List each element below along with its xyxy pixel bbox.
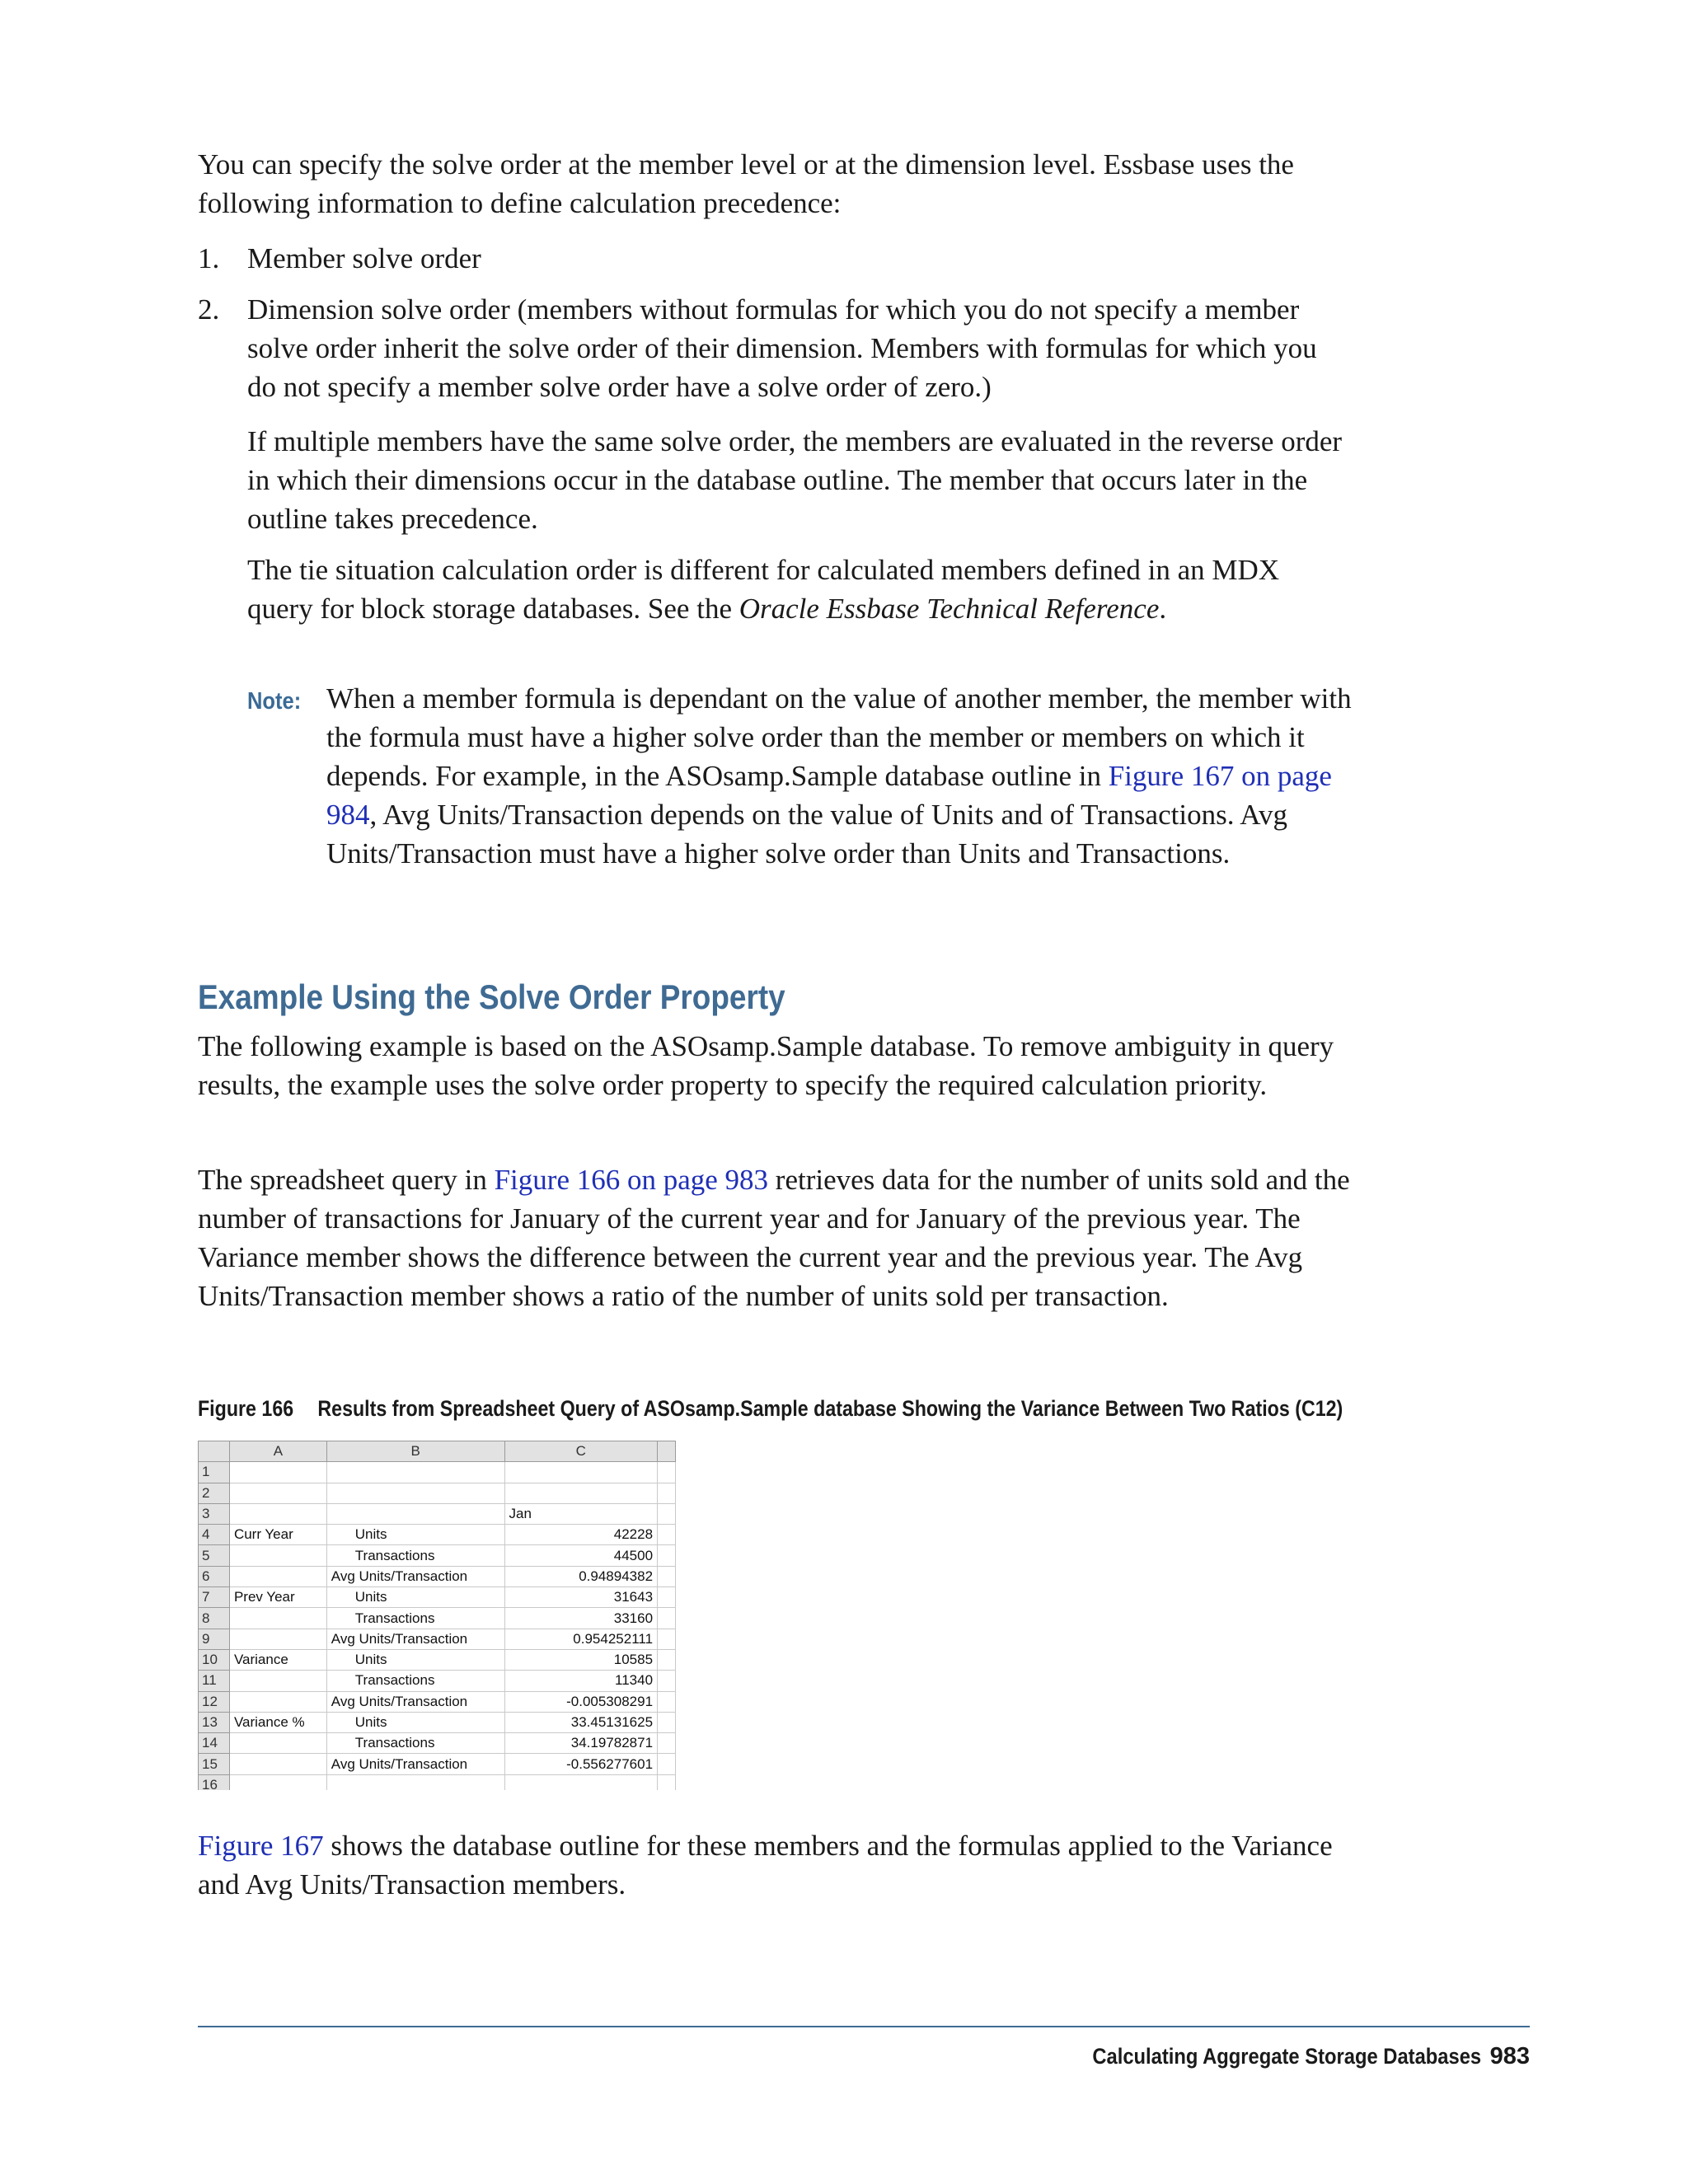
cell-c: 42228 xyxy=(504,1525,658,1545)
footer-chapter: Calculating Aggregate Storage Databases xyxy=(1092,2044,1482,2069)
note-text xyxy=(326,679,1357,873)
sheet-row xyxy=(199,1774,676,1790)
technical-reference-title: Oracle Essbase Technical Reference xyxy=(738,593,1160,625)
cell-a xyxy=(229,1608,326,1629)
cell-d xyxy=(658,1483,676,1503)
cell-a xyxy=(229,1754,326,1774)
mdx-paragraph xyxy=(247,551,1352,628)
cell-d xyxy=(658,1649,676,1670)
row-header: 6 xyxy=(199,1566,230,1586)
cell-a xyxy=(229,1671,326,1691)
cell-b: Avg Units/Transaction xyxy=(326,1629,504,1649)
cell-c: 11340 xyxy=(504,1671,658,1691)
mdx-text-before: The tie situation calculation order is different for calculated members defined in an MDX query for block storage databases. See the xyxy=(247,554,1280,625)
intro-paragraph: You can specify the solve order at the member level or at the dimension level. Essbase uses the following information to define calculation precedence: xyxy=(198,148,1294,219)
cell-c: 10585 xyxy=(504,1649,658,1670)
cell-d xyxy=(658,1733,676,1754)
column-header-b: B xyxy=(326,1441,504,1462)
sheet-row xyxy=(199,1483,676,1503)
cell-d xyxy=(658,1671,676,1691)
cell-c xyxy=(504,1774,658,1790)
query-text-before: The spreadsheet query in xyxy=(198,1164,495,1196)
sheet-row xyxy=(199,1566,676,1586)
cell-d xyxy=(658,1545,676,1566)
cell-d xyxy=(658,1754,676,1774)
note-label: Note: xyxy=(247,688,302,715)
row-header: 16 xyxy=(199,1774,230,1790)
section-heading: Example Using the Solve Order Property xyxy=(198,977,785,1016)
sheet-row xyxy=(199,1649,676,1670)
cell-d xyxy=(658,1629,676,1649)
cell-d xyxy=(658,1462,676,1483)
row-header: 9 xyxy=(199,1629,230,1649)
footer-rule xyxy=(198,2026,1530,2027)
cell-a: Variance xyxy=(229,1649,326,1670)
cell-d xyxy=(658,1566,676,1586)
row-header: 14 xyxy=(199,1733,230,1754)
tie-paragraph: If multiple members have the same solve order, the members are evaluated in the reverse order in which their dimensions occur in the database outline. The member that occurs later in the outline takes precedence. xyxy=(247,425,1343,535)
list-item-1: Member solve order xyxy=(247,242,481,274)
cell-a xyxy=(229,1629,326,1649)
cell-b: Avg Units/Transaction xyxy=(326,1566,504,1586)
sheet-row xyxy=(199,1671,676,1691)
cell-a xyxy=(229,1566,326,1586)
cell-b: Transactions xyxy=(326,1545,504,1566)
figure-167-closing-link[interactable]: Figure 167 xyxy=(198,1830,324,1862)
query-paragraph xyxy=(198,1160,1352,1315)
list-item-2: Dimension solve order (members without formulas for which you do not specify a member solve order inherit the solve order of their dimension. Members with formulas for which you do not specify a member solve order have a solve order of zero.) xyxy=(247,293,1317,403)
cell-d xyxy=(658,1712,676,1732)
list-number-2: 2. xyxy=(198,293,220,326)
spreadsheet-grid xyxy=(198,1441,676,1790)
cell-b: Avg Units/Transaction xyxy=(326,1754,504,1774)
cell-b xyxy=(326,1503,504,1524)
sheet-row xyxy=(199,1525,676,1545)
sheet-row xyxy=(199,1754,676,1774)
cell-c: 44500 xyxy=(504,1545,658,1566)
closing-paragraph xyxy=(198,1826,1352,1904)
row-header: 7 xyxy=(199,1587,230,1608)
cell-c: 0.94894382 xyxy=(504,1566,658,1586)
mdx-text-after: . xyxy=(1159,593,1167,625)
cell-b: Avg Units/Transaction xyxy=(326,1691,504,1712)
cell-c: 0.954252111 xyxy=(504,1629,658,1649)
sheet-row xyxy=(199,1712,676,1732)
sheet-row xyxy=(199,1545,676,1566)
cell-d xyxy=(658,1774,676,1790)
cell-c: 33160 xyxy=(504,1608,658,1629)
sheet-row xyxy=(199,1733,676,1754)
cell-a xyxy=(229,1545,326,1566)
cell-b: Units xyxy=(326,1712,504,1732)
row-header: 1 xyxy=(199,1462,230,1483)
row-header: 3 xyxy=(199,1503,230,1524)
cell-a xyxy=(229,1733,326,1754)
example-paragraph: The following example is based on the ASOsamp.Sample database. To remove ambiguity in query results, the example uses the solve order property to specify the required calculation priority. xyxy=(198,1030,1334,1101)
cell-b xyxy=(326,1483,504,1503)
row-header: 11 xyxy=(199,1671,230,1691)
cell-b: Transactions xyxy=(326,1733,504,1754)
cell-a xyxy=(229,1483,326,1503)
cell-a: Curr Year xyxy=(229,1525,326,1545)
cell-b: Transactions xyxy=(326,1671,504,1691)
row-header: 2 xyxy=(199,1483,230,1503)
cell-b xyxy=(326,1774,504,1790)
cell-a: Variance % xyxy=(229,1712,326,1732)
figure-167-link[interactable]: Figure 167 on page 984 xyxy=(326,760,1332,831)
column-header-c: C xyxy=(504,1441,658,1462)
sheet-row xyxy=(199,1629,676,1649)
cell-d xyxy=(658,1691,676,1712)
cell-a xyxy=(229,1691,326,1712)
cell-b xyxy=(326,1462,504,1483)
cell-d xyxy=(658,1525,676,1545)
sheet-row xyxy=(199,1691,676,1712)
sheet-row xyxy=(199,1462,676,1483)
cell-c: -0.005308291 xyxy=(504,1691,658,1712)
column-header-row xyxy=(199,1441,676,1462)
column-header-d xyxy=(658,1441,676,1462)
cell-a xyxy=(229,1462,326,1483)
cell-d xyxy=(658,1608,676,1629)
query-text-after: retrieves data for the number of units sold and the number of transactions for January of the current year and for January of the previous year. The Variance member shows the difference between the current year and the previous year. The Avg Units/Transaction member shows a ratio of the number of units sold per transaction. xyxy=(198,1164,1350,1312)
figure-caption xyxy=(198,1390,1343,1428)
cell-c: 31643 xyxy=(504,1587,658,1608)
row-header: 4 xyxy=(199,1525,230,1545)
cell-b: Units xyxy=(326,1649,504,1670)
cell-a xyxy=(229,1774,326,1790)
corner-cell xyxy=(199,1441,230,1462)
cell-a xyxy=(229,1503,326,1524)
page-number: 983 xyxy=(1489,2043,1530,2069)
cell-c: 34.19782871 xyxy=(504,1733,658,1754)
sheet-row xyxy=(199,1608,676,1629)
closing-text-after: shows the database outline for these members and the formulas applied to the Variance and Avg Units/Transaction members. xyxy=(198,1830,1333,1900)
cell-d xyxy=(658,1503,676,1524)
cell-c xyxy=(504,1462,658,1483)
page-footer xyxy=(1039,2037,1530,2076)
row-header: 5 xyxy=(199,1545,230,1566)
note-text-before: When a member formula is dependant on the value of another member, the member with the formula must have a higher solve order than the member or members on which it depends. For example, in the ASOsamp.Sample database outline in xyxy=(326,682,1352,792)
cell-b: Units xyxy=(326,1525,504,1545)
column-header-a: A xyxy=(229,1441,326,1462)
cell-c: -0.556277601 xyxy=(504,1754,658,1774)
figure-number: Figure 166 xyxy=(198,1396,294,1421)
row-header: 8 xyxy=(199,1608,230,1629)
note-text-after: , Avg Units/Transaction depends on the value of Units and of Transactions. Avg Units/Transaction must have a higher solve order than Units and Transactions. xyxy=(326,799,1287,869)
cell-c: 33.45131625 xyxy=(504,1712,658,1732)
cell-b: Transactions xyxy=(326,1608,504,1629)
cell-d xyxy=(658,1587,676,1608)
cell-b: Units xyxy=(326,1587,504,1608)
sheet-row xyxy=(199,1587,676,1608)
row-header: 13 xyxy=(199,1712,230,1732)
list-number-1: 1. xyxy=(198,242,220,274)
spreadsheet-figure xyxy=(198,1441,676,1790)
sheet-row xyxy=(199,1503,676,1524)
figure-166-link[interactable]: Figure 166 on page 983 xyxy=(494,1164,769,1196)
row-header: 12 xyxy=(199,1691,230,1712)
cell-c: Jan xyxy=(504,1503,658,1524)
row-header: 15 xyxy=(199,1754,230,1774)
figure-title: Results from Spreadsheet Query of ASOsamp.Sample database Showing the Variance Between Two Ratios (C12) xyxy=(317,1396,1343,1421)
row-header: 10 xyxy=(199,1649,230,1670)
cell-c xyxy=(504,1483,658,1503)
cell-a: Prev Year xyxy=(229,1587,326,1608)
